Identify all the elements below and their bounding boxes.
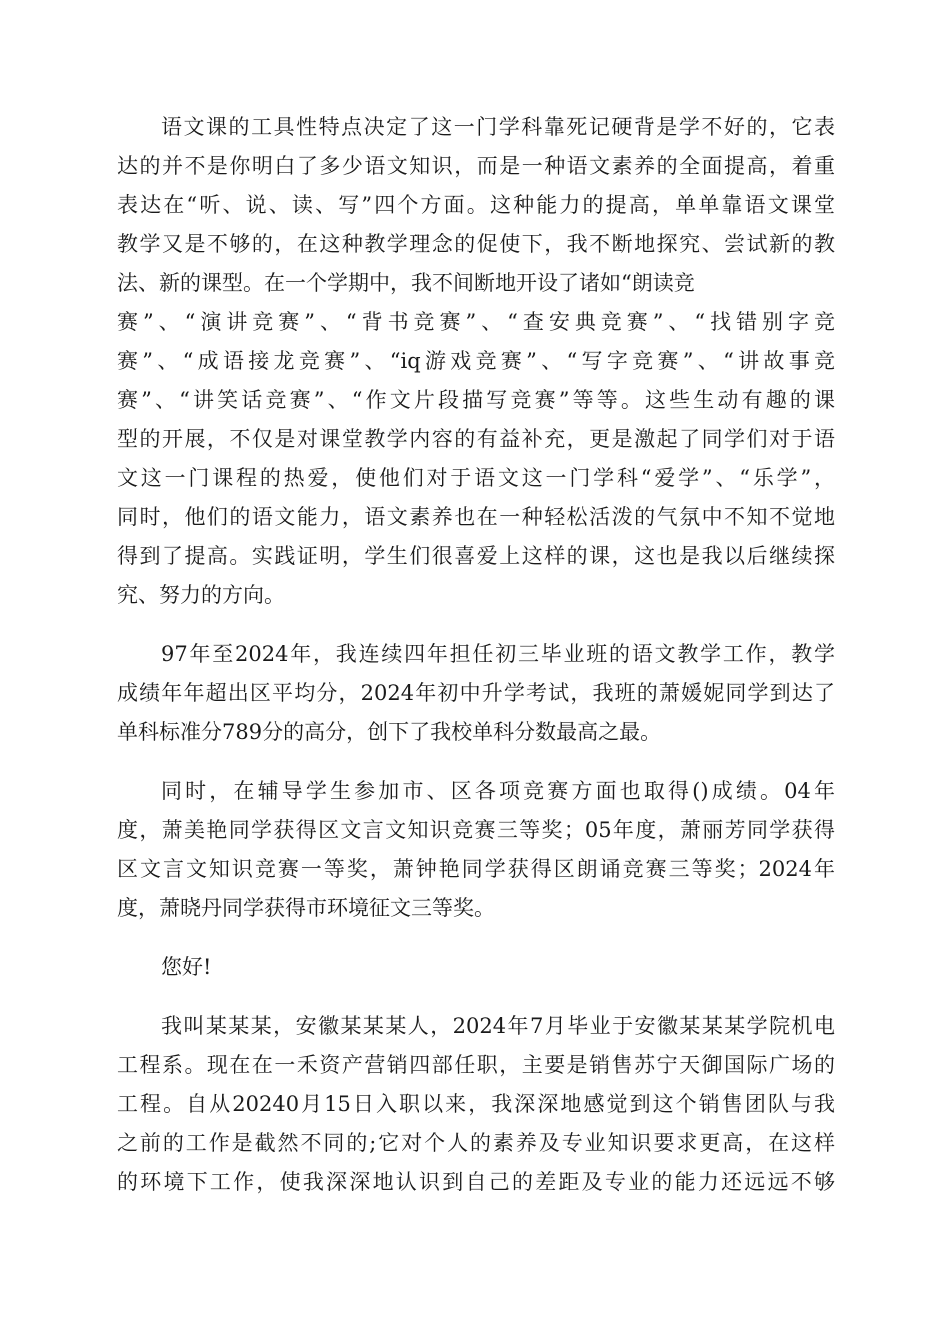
text-line: 单科标准分789分的高分，创下了我校单科分数最高之最。 [117, 720, 662, 744]
text-line: 教学又是不够的，在这种教学理念的促使下，我不断地探究、尝试新的教 [117, 232, 835, 256]
text-line: 97年至2024年，我连续四年担任初三毕业班的语文教学工作，教学 [161, 642, 835, 666]
text-line: 同时，他们的语文能力，语文素养也在一种轻松活泼的气氛中不知不觉地 [117, 505, 835, 529]
text-line: 度，萧晓丹同学获得市环境征文三等奖。 [117, 896, 495, 920]
text-line: 工程。自从20240月15日入职以来，我深深地感觉到这个销售团队与我 [117, 1092, 835, 1116]
text-line: 法、新的课型。在一个学期中，我不间断地开设了诸如“朗读竞 [117, 271, 695, 295]
text-line: 赛”、“讲笑话竞赛”、“作文片段描写竞赛”等等。这些生动有趣的课 [117, 388, 835, 412]
paragraph-greeting [117, 948, 835, 987]
text-line: 表达在“听、说、读、写”四个方面。这种能力的提高，单单靠语文课堂 [117, 193, 835, 217]
paragraph-competition-awards [117, 772, 835, 928]
greeting-line: 您好! [161, 955, 212, 979]
text-line: 成绩年年超出区平均分，2024年初中升学考试，我班的萧媛妮同学到达了 [117, 681, 835, 705]
text-line: 我叫某某某，安徽某某某人，2024年7月毕业于安徽某某某学院机电 [161, 1014, 835, 1038]
text-line: 型的开展，不仅是对课堂教学内容的有益补充，更是激起了同学们对于语 [117, 427, 835, 451]
text-line: 同时，在辅导学生参加市、区各项竞赛方面也取得()成绩。04年 [161, 779, 835, 803]
text-line: 究、努力的方向。 [117, 583, 285, 607]
text-line: 语文课的工具性特点决定了这一门学科靠死记硬背是学不好的，它表 [161, 115, 835, 139]
text-line: 得到了提高。实践证明，学生们很喜爱上这样的课，这也是我以后继续探 [117, 544, 835, 568]
text-line: 赛”、“成语接龙竞赛”、“iq游戏竞赛”、“写字竞赛”、“讲故事竞 [117, 349, 835, 373]
paragraph-exam-results [117, 635, 835, 752]
text-line: 度，萧美艳同学获得区文言文知识竞赛三等奖；05年度，萧丽芳同学获得 [117, 818, 835, 842]
text-line: 工程系。现在在一禾资产营销四部任职，主要是销售苏宁天御国际广场的 [117, 1053, 835, 1077]
paragraph-self-introduction [117, 1007, 835, 1202]
text-line: 之前的工作是截然不同的;它对个人的素养及专业知识要求更高，在这样 [117, 1131, 835, 1155]
document-body [117, 108, 835, 1222]
text-line: 达的并不是你明白了多少语文知识，而是一种语文素养的全面提高，着重 [117, 154, 835, 178]
text-line: 赛”、“演讲竞赛”、“背书竞赛”、“查安典竞赛”、“找错别字竞 [117, 310, 835, 334]
text-line: 区文言文知识竞赛一等奖，萧钟艳同学获得区朗诵竞赛三等奖；2024年 [117, 857, 835, 881]
text-line: 的环境下工作，使我深深地认识到自己的差距及专业的能力还远远不够 [117, 1170, 835, 1194]
paragraph-teaching-methods [117, 108, 835, 615]
text-line: 文这一门课程的热爱，使他们对于语文这一门学科“爱学”、“乐学”， [117, 466, 835, 490]
